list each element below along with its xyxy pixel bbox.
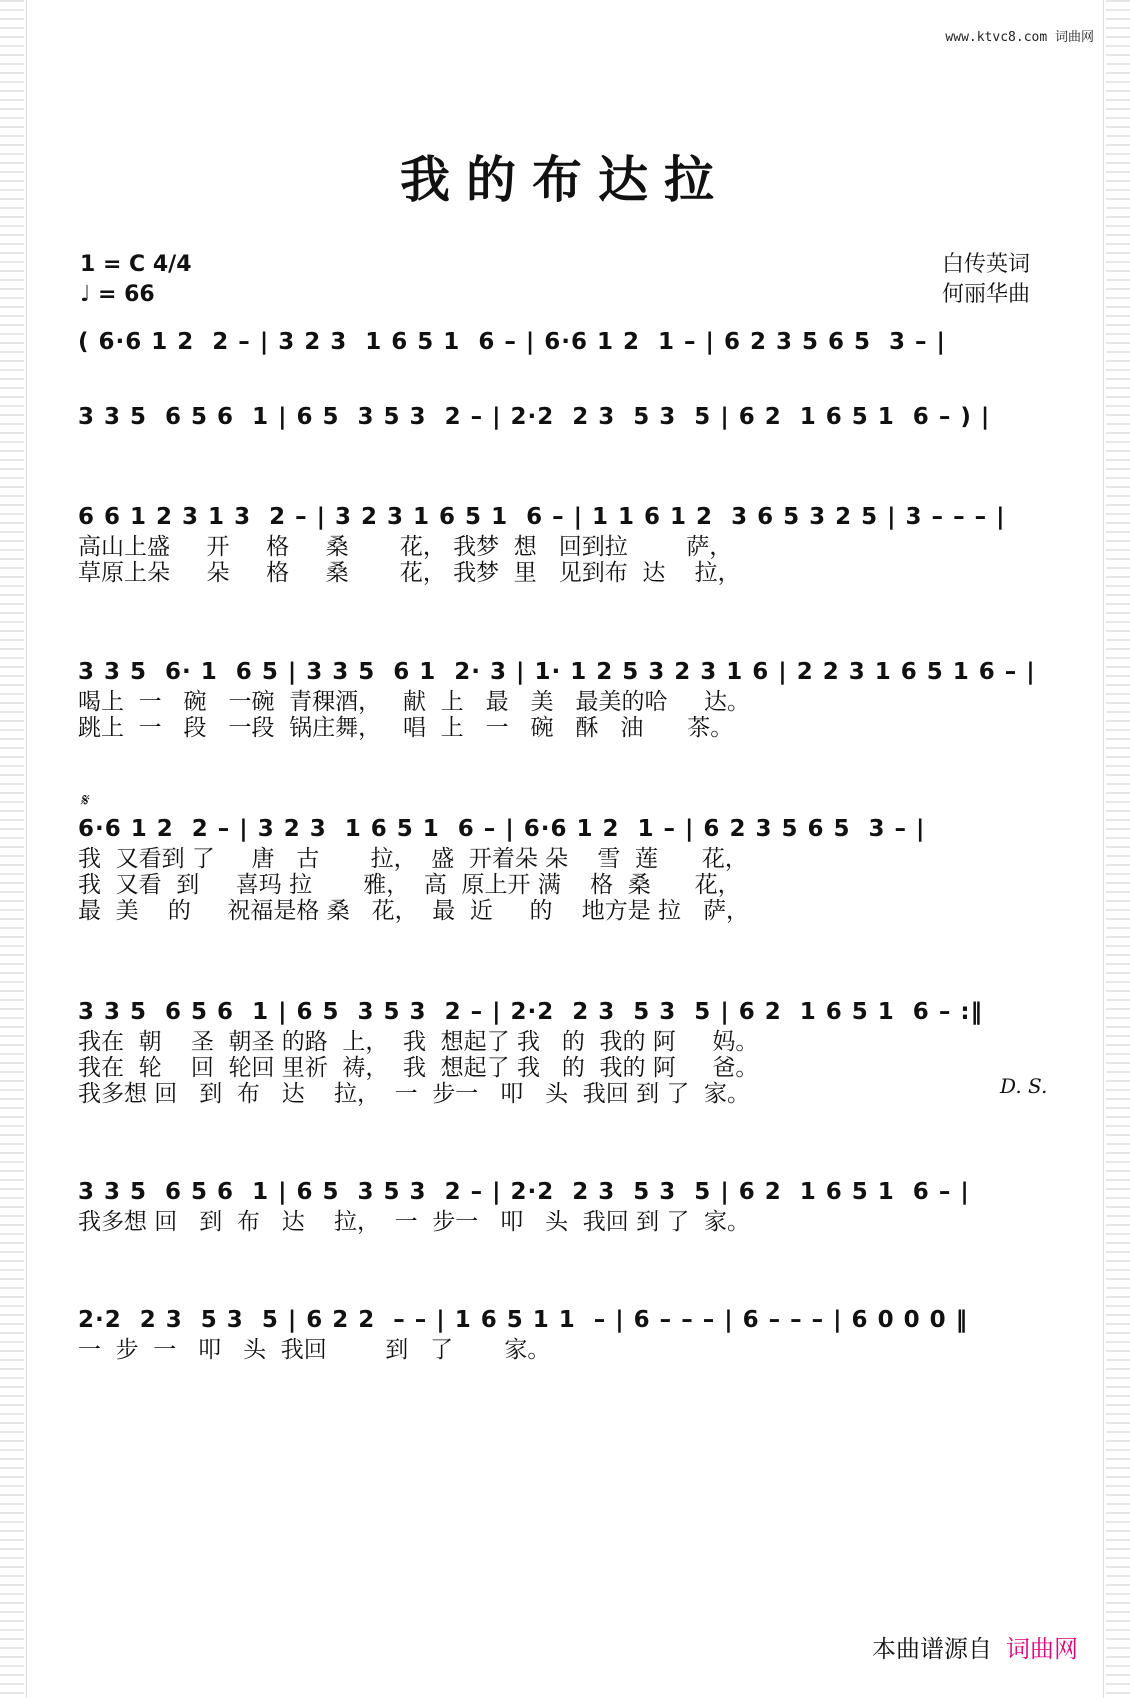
lyric-line: 我多想 回 到 布 达 拉， 一 步一 叩 头 我回 到 了 家。 [78, 1081, 751, 1107]
notation-line: 6·6 1 2 2 – | 3 2 3 1 6 5 1 6 – | 6·6 1 2 1 – | 6 2 3 5 6 5 3 – | [78, 816, 926, 842]
score-system-8 [78, 1303, 1043, 1363]
notation-line: 3 3 5 6 5 6 1 | 6 5 3 5 3 2 – | 2·2 2 3 5 3 5 | 6 2 1 6 5 1 6 – | [78, 1179, 970, 1205]
lyric-line: 我在 朝 圣 朝圣 的路 上， 我 想起了 我 的 我的 阿 妈。 [78, 1029, 759, 1055]
left-margin-line [26, 0, 27, 1698]
notation-line: ( 6·6 1 2 2 – | 3 2 3 1 6 5 1 6 – | 6·6 1 2 1 – | 6 2 3 5 6 5 3 – | [78, 329, 946, 355]
lyric-line: 高山上盛 开 格 桑 花， 我梦 想 回到拉 萨， [78, 534, 733, 560]
lyric-line: 我多想 回 到 布 达 拉， 一 步一 叩 头 我回 到 了 家。 [78, 1209, 751, 1235]
score-system-4 [78, 655, 1043, 741]
segno-sign: 𝄋 [80, 790, 88, 811]
notation-line: 2·2 2 3 5 3 5 | 6 2 2 – – | 1 6 5 1 1 – | 6 – – – | 6 – – – | 6 0 0 0 ‖ [78, 1307, 969, 1333]
right-margin-decoration [1106, 0, 1130, 1698]
song-title: 我的布达拉 [400, 151, 730, 209]
lyric-line: 喝上 一 碗 一碗 青稞酒， 献 上 最 美 最美的哈 达。 [78, 689, 751, 715]
key-signature: 1 = C 4/4 [80, 252, 192, 277]
footer-brand-link[interactable]: 词曲网 [1006, 1635, 1078, 1663]
score-system-2 [78, 400, 1043, 434]
notation-line: 3 3 5 6 5 6 1 | 6 5 3 5 3 2 – | 2·2 2 3 5 3 5 | 6 2 1 6 5 1 6 – :‖ [78, 999, 984, 1025]
score-system-5 [78, 812, 1043, 924]
key-tempo-block [80, 250, 192, 310]
site-watermark: www.ktvc8.com 词曲网 [945, 30, 1094, 45]
lyric-line: 我 又看 到 喜玛 拉 雅， 高 原上开 满 格 桑 花， [78, 872, 741, 898]
lyric-line: 我 又看到 了 唐 古 拉， 盛 开着朵 朵 雪 莲 花， [78, 846, 748, 872]
notation-line: 6 6 1 2 3 1 3 2 – | 3 2 3 1 6 5 1 6 – | 1 1 6 1 2 3 6 5 3 2 5 | 3 – – – | [78, 504, 1006, 530]
right-margin-line [1103, 0, 1104, 1698]
notation-line: 3 3 5 6· 1 6 5 | 3 3 5 6 1 2· 3 | 1· 1 2 5 3 2 3 1 6 | 2 2 3 1 6 5 1 6 – | [78, 659, 1036, 685]
composer: 何丽华曲 [941, 282, 1030, 307]
lyric-line: 最 美 的 祝福是格 桑 花， 最 近 的 地方是 拉 萨， [78, 898, 749, 924]
credits-block [942, 250, 1030, 310]
lyric-line: 一 步 一 叩 头 我回 到 了 家。 [78, 1337, 551, 1363]
score-system-6 [78, 995, 1043, 1107]
score-system-3 [78, 500, 1043, 586]
notation-line: 3 3 5 6 5 6 1 | 6 5 3 5 3 2 – | 2·2 2 3 5 3 5 | 6 2 1 6 5 1 6 – ) | [78, 404, 991, 430]
source-footer [872, 1629, 1078, 1664]
lyricist: 白传英词 [941, 252, 1030, 277]
footer-text: 本曲谱源自 [872, 1635, 992, 1663]
lyric-line: 我在 轮 回 轮回 里祈 祷， 我 想起了 我 的 我的 阿 爸。 [78, 1055, 759, 1081]
tempo-marking: ♩ = 66 [80, 282, 155, 307]
dal-segno-mark: D. S. [1000, 1074, 1048, 1098]
score-system-7 [78, 1175, 1043, 1235]
lyric-line: 跳上 一 段 一段 锅庄舞， 唱 上 一 碗 酥 油 茶。 [78, 715, 734, 741]
left-margin-decoration [0, 0, 24, 1698]
lyric-line: 草原上朵 朵 格 桑 花， 我梦 里 见到布 达 拉， [78, 560, 741, 586]
score-system-1 [78, 325, 1043, 359]
